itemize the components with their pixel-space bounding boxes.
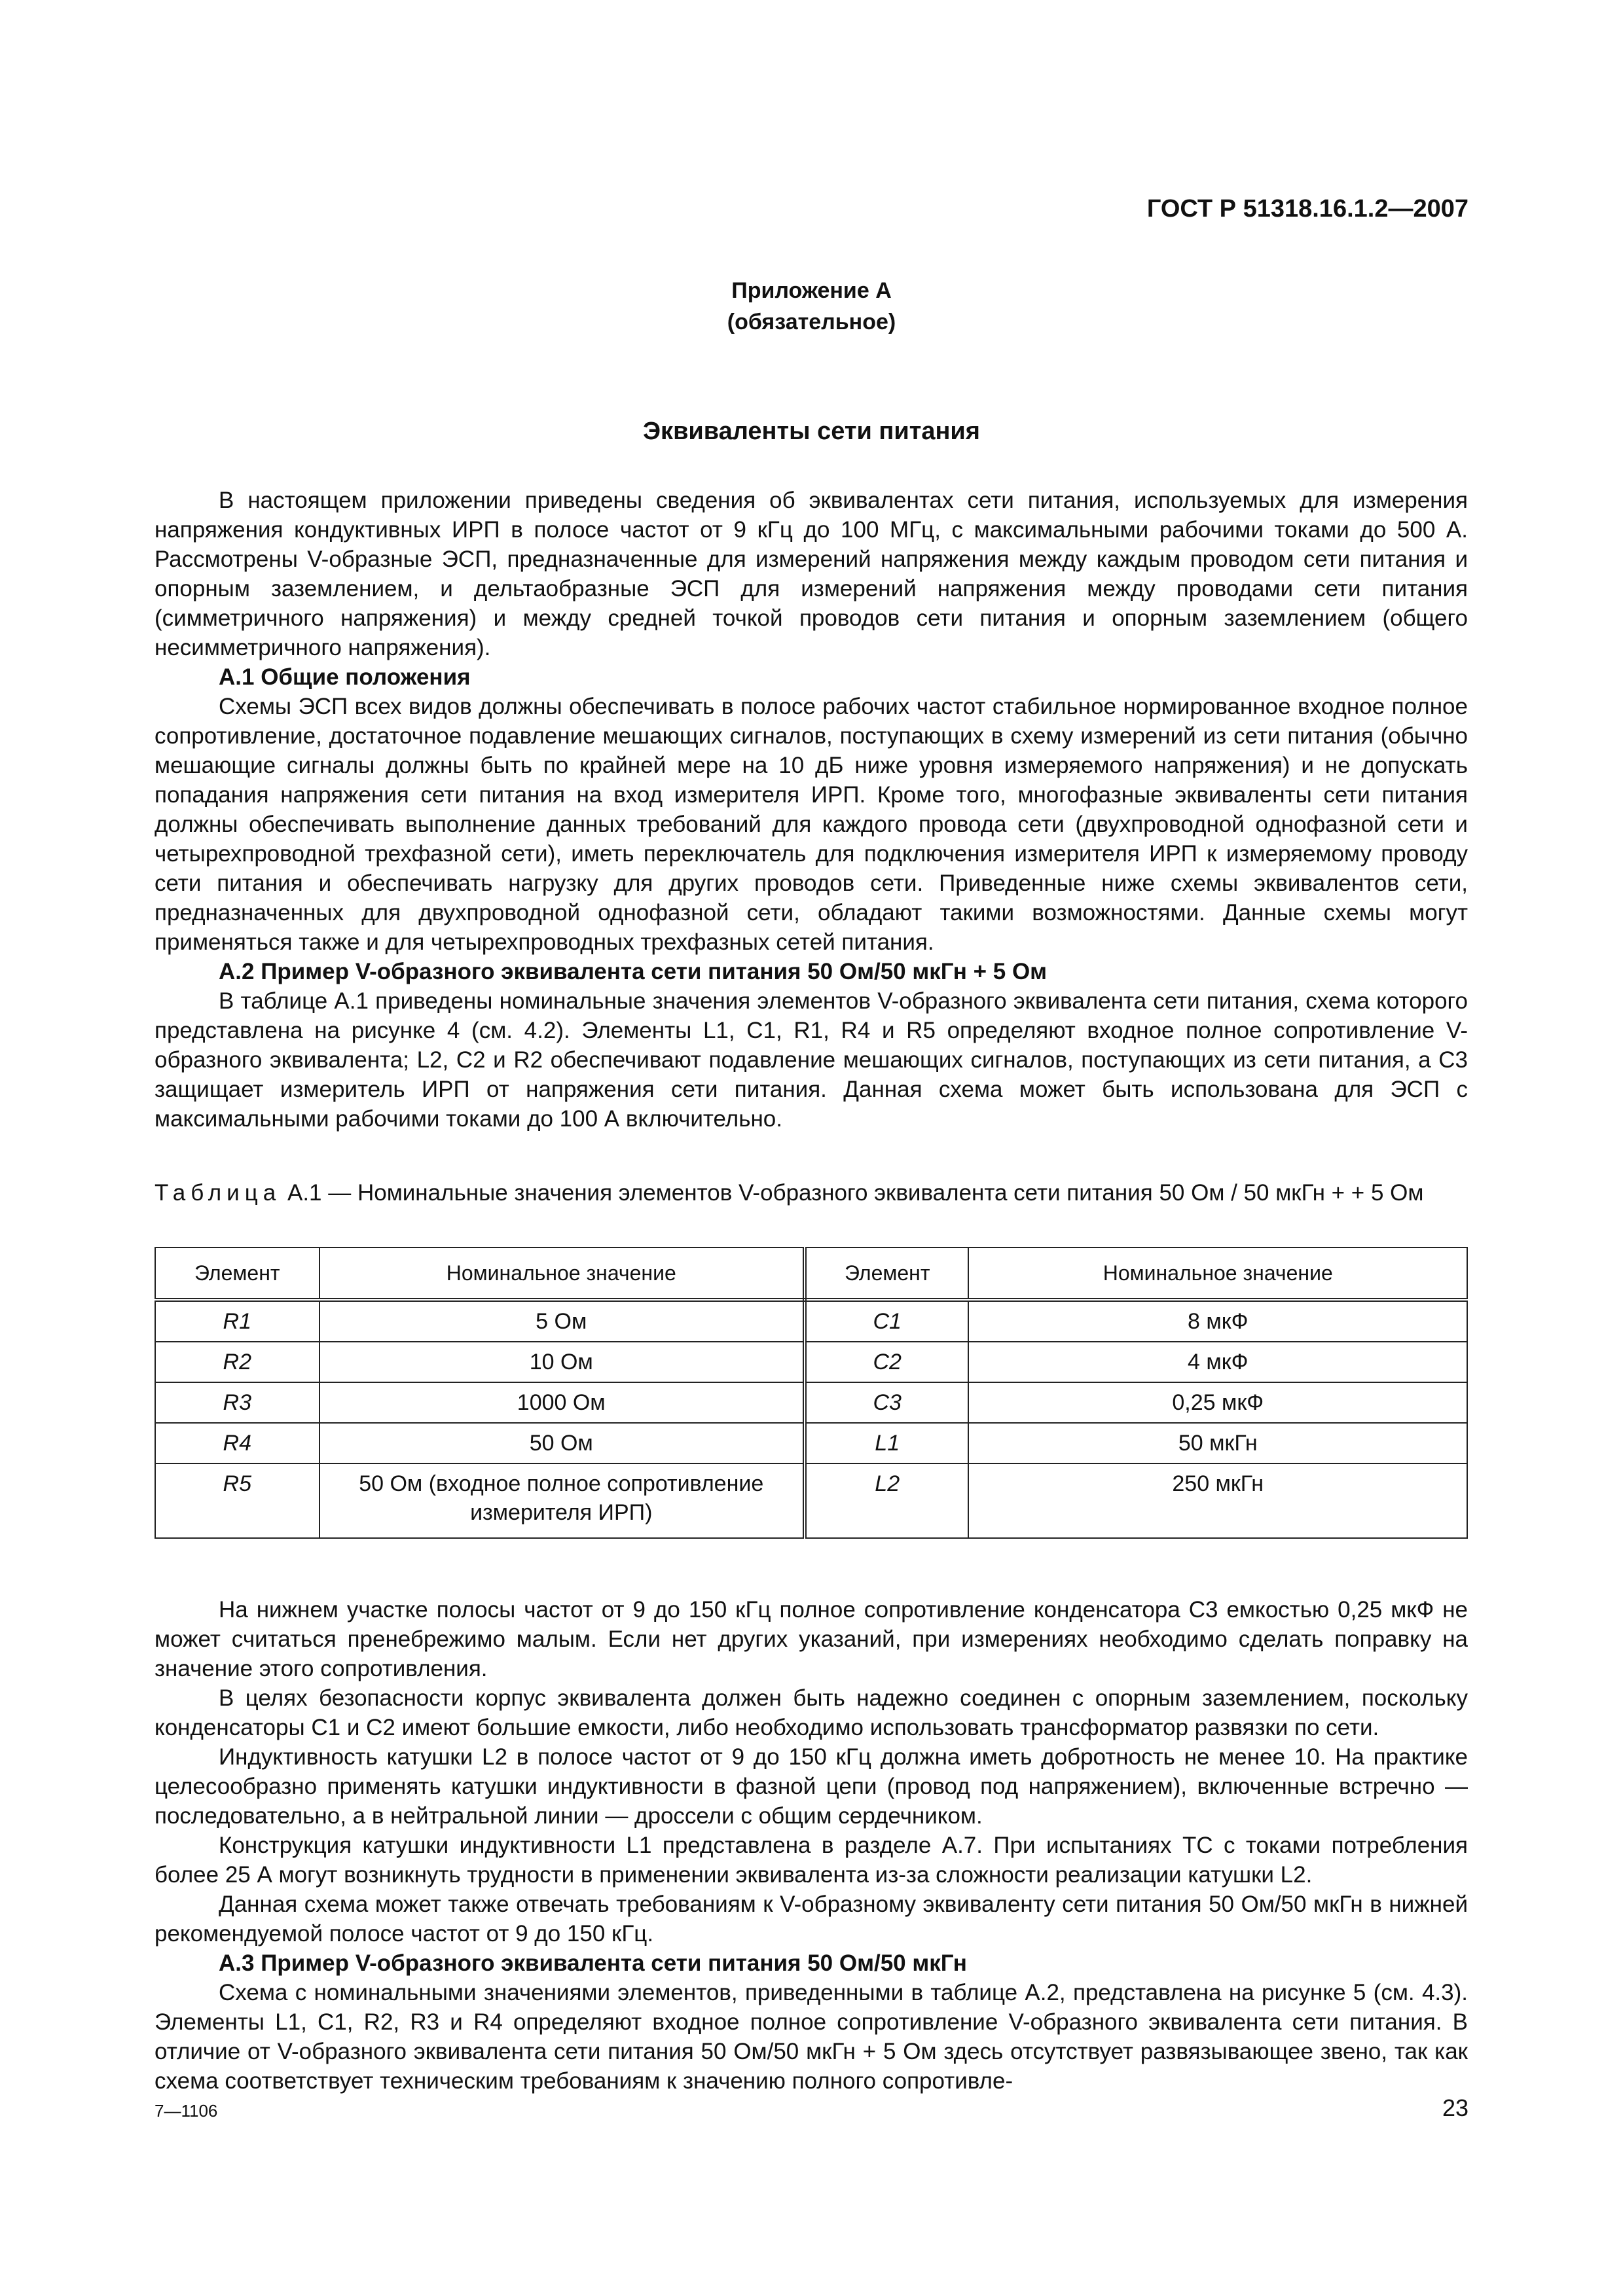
- table-cell: 50 мкГн: [968, 1423, 1467, 1463]
- table-cell: L2: [805, 1463, 969, 1538]
- table-row: [155, 1463, 1467, 1538]
- section-title: Эквиваленты сети питания: [643, 418, 980, 445]
- table-cell: L1: [805, 1423, 969, 1463]
- intro-paragraph: В настоящем приложении приведены сведения об эквивалентах сети питания, используемых для измерения напряжения кондуктивных ИРП в полосе частот от 9 кГц до 100 МГц, с максимальными рабочими токами до 500 А. Рассмотрены V-образные ЭСП, предназначенные для измерений напряжения между каждым проводом сети питания и опорным заземлением, и дельтаобразные ЭСП для измерений напряжения между проводами сети питания (симметричного напряжения) и между средней точкой проводов сети питания и опорным заземлением (общего несимметричного напряжения).: [155, 488, 1468, 660]
- table-cell: C3: [805, 1382, 969, 1423]
- a3-heading: А.3 Пример V-образного эквивалента сети питания 50 Ом/50 мкГн: [219, 1950, 967, 1976]
- table-row: [155, 1300, 1467, 1342]
- paragraph: Конструкция катушки индуктивности L1 представлена в разделе А.7. При испытаниях ТС с токами потребления более 25 А могут возникнуть трудности в применении эквивалента из-за сложности реализации катушки L2.: [155, 1833, 1468, 1888]
- table-cell: R2: [155, 1342, 319, 1382]
- table-cell: 10 Ом: [319, 1342, 805, 1382]
- table-row: [155, 1342, 1467, 1382]
- paragraph: На нижнем участке полосы частот от 9 до 150 кГц полное сопротивление конденсатора C3 емкостью 0,25 мкФ не может считаться пренебрежимо малым. Если нет других указаний, при измерениях необходимо сделать поправку на значение этого сопротивления.: [155, 1597, 1468, 1681]
- table-row: [155, 1423, 1467, 1463]
- paragraph: Индуктивность катушки L2 в полосе частот от 9 до 150 кГц должна иметь добротность не менее 10. На практике целесообразно применять катушки индуктивности в фазной цепи (провод под напряжением), включенные встречно — последовательно, а в нейтральной линии — дроссели с общим сердечником.: [155, 1744, 1468, 1829]
- a1-paragraph: Схемы ЭСП всех видов должны обеспечивать в полосе рабочих частот стабильное нормированное входное полное сопротивление, достаточное подавление мешающих сигналов, поступающих в схему измерений из сети питания (обычно мешающие сигналы должны быть по крайней мере на 10 дБ ниже уровня измеряемого напряжения) и не допускать попадания напряжения сети питания на вход измерителя ИРП. Кроме того, многофазные эквиваленты сети питания должны обеспечивать выполнение данных требований для каждого провода сети (двухпроводной однофазной сети и четырехпроводной трехфазной сети), иметь переключатель для подключения измерителя ИРП к измеряемому проводу сети питания и обеспечивать нагрузку для других проводов сети. Приведенные ниже схемы эквивалентов сети, предназначенных для двухпроводной однофазной сети, обладают такими возможностями. Данные схемы могут применяться также и для четырехпроводных трехфазных сетей питания.: [155, 694, 1468, 955]
- table-caption-label: Таблица: [155, 1180, 282, 1206]
- after-table-block: [155, 1595, 1468, 2096]
- a2-paragraph: В таблице А.1 приведены номинальные значения элементов V-образного эквивалента сети питания, схема которого представлена на рисунке 4 (см. 4.2). Элементы L1, C1, R1, R4 и R5 определяют входное полное сопротивление V-образного эквивалента; L2, C2 и R2 обеспечивают подавление мешающих сигналов, поступающих из сети питания, а C3 защищает измеритель ИРП от напряжения сети питания. Данная схема может быть использована для ЭСП с максимальными рабочими токами до 100 А включительно.: [155, 988, 1468, 1132]
- table-cell: 1000 Ом: [319, 1382, 805, 1423]
- table-cell: 250 мкГн: [968, 1463, 1467, 1538]
- a3-paragraph: Схема с номинальными значениями элементов, приведенными в таблице А.2, представлена на рисунке 5 (см. 4.3). Элементы L1, C1, R2, R3 и R4 определяют входное полное сопротивление V-образного эквивалента сети питания. В отличие от V-образного эквивалента сети питания 50 Ом/50 мкГн + 5 Ом здесь отсутствует развязывающее звено, так как схема соответствует техническим требованиям к значению полного сопротивле-: [155, 1980, 1468, 2094]
- table-cell: 0,25 мкФ: [968, 1382, 1467, 1423]
- table-cell: C2: [805, 1342, 969, 1382]
- table-cell: C1: [805, 1300, 969, 1342]
- table-cell: R5: [155, 1463, 319, 1538]
- table-cell: 50 Ом: [319, 1423, 805, 1463]
- paragraph: В целях безопасности корпус эквивалента должен быть надежно соединен с опорным заземлением, поскольку конденсаторы C1 и C2 имеют большие емкости, либо необходимо использовать трансформатор развязки по сети.: [155, 1685, 1468, 1740]
- a2-heading: А.2 Пример V-образного эквивалента сети питания 50 Ом/50 мкГн + 5 Ом: [219, 959, 1048, 984]
- table-cell: R1: [155, 1300, 319, 1342]
- table-cell: R3: [155, 1382, 319, 1423]
- table-header-cell: Элемент: [155, 1247, 319, 1300]
- table-row: [155, 1382, 1467, 1423]
- table-header-row: [155, 1247, 1467, 1300]
- elements-table: [155, 1247, 1468, 1539]
- table-cell: R4: [155, 1423, 319, 1463]
- intro-block: [155, 486, 1468, 1134]
- annex-title: Приложение А: [731, 278, 892, 303]
- table-cell: 8 мкФ: [968, 1300, 1467, 1342]
- paragraph: Данная схема может также отвечать требованиям к V-образному эквиваленту сети питания 50 Ом/50 мкГн в нижней рекомендуемой полосе частот от 9 до 150 кГц.: [155, 1892, 1468, 1946]
- table-header-cell: Элемент: [805, 1247, 969, 1300]
- table-caption: [155, 1178, 1468, 1208]
- annex-status: (обязательное): [727, 310, 896, 334]
- table-header-cell: Номинальное значение: [968, 1247, 1467, 1300]
- table-header-cell: Номинальное значение: [319, 1247, 805, 1300]
- table-cell: 5 Ом: [319, 1300, 805, 1342]
- page-number: 23: [1442, 2094, 1468, 2121]
- annex-heading: [0, 275, 1623, 338]
- table-cell: 50 Ом (входное полное сопротивление измерителя ИРП): [319, 1463, 805, 1538]
- a1-heading: А.1 Общие положения: [219, 664, 471, 690]
- standard-number: ГОСТ Р 51318.16.1.2—2007: [1146, 195, 1468, 223]
- print-code: 7—1106: [155, 2101, 218, 2121]
- table-caption-text: А.1 — Номинальные значения элементов V-образного эквивалента сети питания 50 Ом / 50 мкГн + + 5 Ом: [287, 1180, 1424, 1206]
- table-cell: 4 мкФ: [968, 1342, 1467, 1382]
